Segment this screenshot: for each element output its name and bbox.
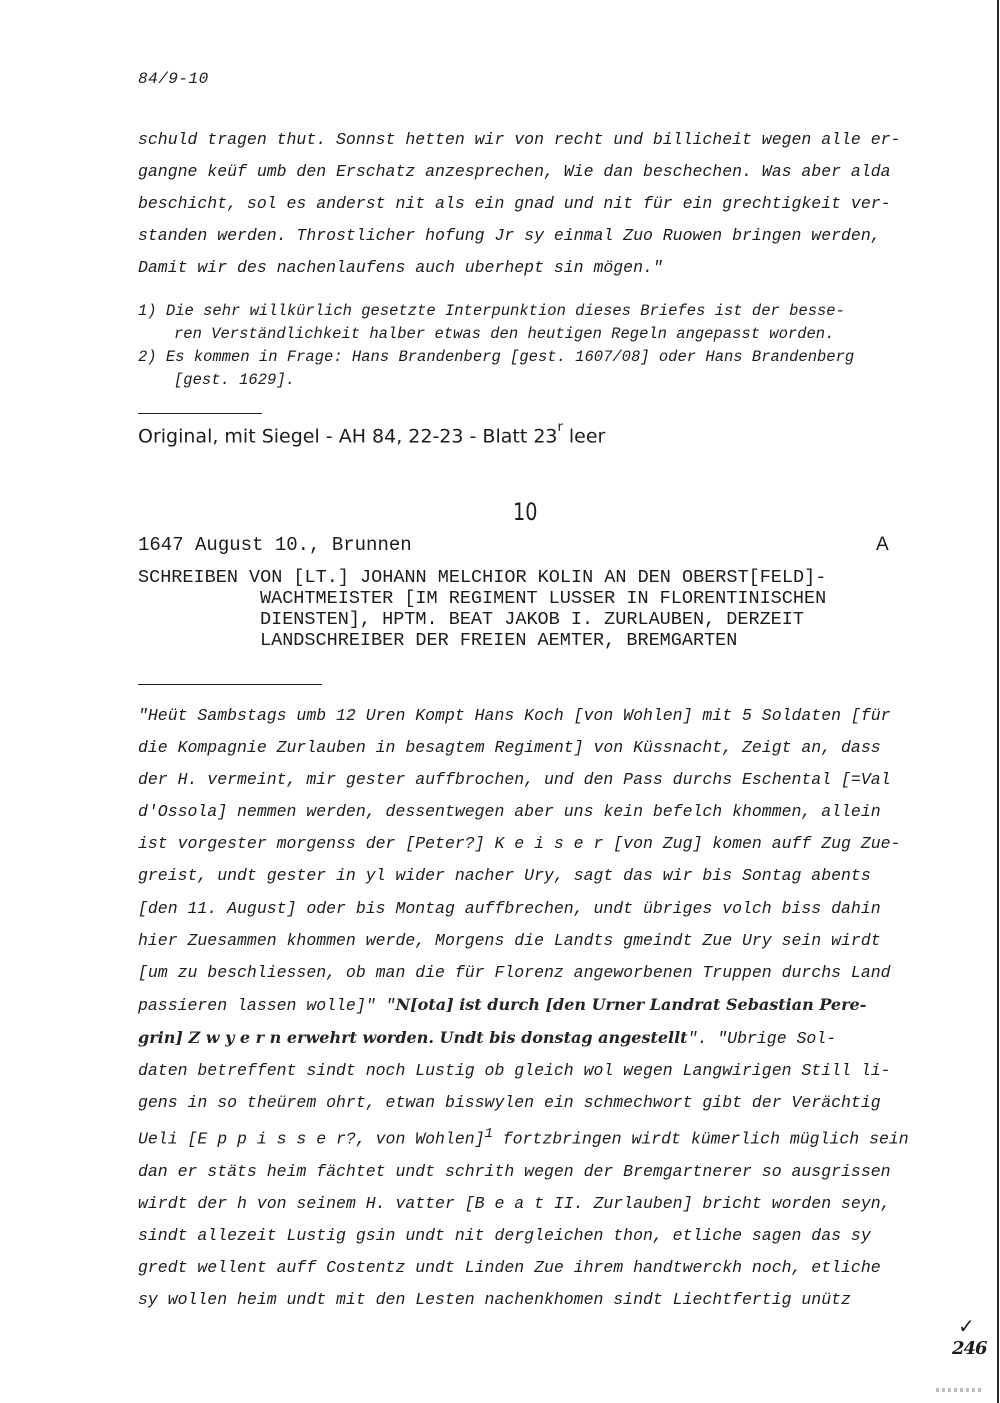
footnote-1-line: 1) Die sehr willkürlich gesetzte Interpunktion dieses Briefes ist der besse- [138, 302, 845, 320]
text-line: gredt wellent auff Costentz undt Linden Zue ihrem handtwerckh noch, etliche [138, 1258, 881, 1278]
text-line: "Heüt Sambstags umb 12 Uren Kompt Hans Koch [von Wohlen] mit 5 Soldaten [für [138, 706, 891, 725]
text-line [138, 989, 928, 1022]
text-line: ist vorgester morgenss der [Peter?] K e i s e r [von Zug] komen auff Zug Zue- [138, 834, 901, 854]
check-mark-icon: ✓ [958, 1314, 975, 1338]
separator-rule [138, 413, 262, 414]
footnote-2-line: 2) Es kommen in Frage: Hans Brandenberg [gest. 1607/08] oder Hans Brandenberg [138, 348, 855, 366]
text-line: dan er stäts heim fächtet undt schrith wegen der Bremgartnerer so ausgrissen [138, 1161, 891, 1181]
source-note-text: Original, mit Siegel - AH 84, 22-23 - Blatt 23 [138, 425, 558, 448]
text-line: wirdt der h von seinem H. vatter [B e a t II. Zurlauben] bricht worden seyn, [138, 1193, 891, 1213]
text-line: sy wollen heim undt mit den Lesten nachenkhomen sindt Liechtfertig unütz [138, 1290, 851, 1310]
heading-line: WACHTMEISTER [IM REGIMENT LUSSER IN FLORENTINISCHEN [260, 588, 827, 609]
letter-body [138, 700, 928, 1316]
text-line: greist, undt gester in yl wider nacher Ury, sagt das wir bis Sontag abents [138, 866, 871, 886]
text-line: Damit wir des nachenlaufens auch uberhept sin mögen." [138, 258, 663, 277]
document-heading [138, 567, 928, 651]
text-line: beschicht, sol es anderst nit als ein gnad und nit für ein grechtigkeit ver- [138, 194, 891, 213]
typed-text: fortzbringen wirdt kümerlich müglich sein [492, 1129, 909, 1149]
archive-page-number: 246 [952, 1338, 987, 1359]
page-edge [997, 0, 999, 1403]
typed-text: ". "Ubrige Sol- [687, 1028, 837, 1048]
top-paragraph [138, 124, 928, 284]
typed-text: Ueli [E p p i s s e r?, von Wohlen] [138, 1129, 485, 1149]
footnotes [138, 300, 938, 392]
text-line: der H. vermeint, mir gester auffbrochen, und den Pass durchs Eschental [=Val [138, 770, 891, 790]
text-line: sindt allezeit Lustig gsin undt nit dergleichen thon, etliche sagen das sy [138, 1226, 871, 1245]
source-note-tail: leer [562, 425, 606, 448]
date-place: 1647 August 10., Brunnen [138, 534, 412, 556]
source-note-sup: r [557, 420, 563, 435]
text-line: gangne keüf umb den Erschatz anzesprechen, Wie dan beschechen. Was aber alda [138, 162, 891, 181]
scan-smudge [936, 1388, 984, 1392]
text-line: hier Zuesammen khommen werde, Morgens die Landts gmeindt Zue Ury sein wirdt [138, 930, 881, 950]
text-line: d'Ossola] nemmen werden, dessentwegen aber uns kein befelch khommen, allein [138, 802, 881, 822]
folio-number: 84/9-10 [138, 70, 209, 88]
letter-code: A [876, 534, 889, 555]
handwritten-insert: N[ota] ist durch [den Urner Landrat Sebastian Pere- [395, 994, 867, 1014]
document-number: 10 [513, 498, 538, 526]
heading-line: LANDSCHREIBER DER FREIEN AEMTER, BREMGARTEN [260, 630, 738, 651]
text-line [138, 1022, 928, 1055]
text-line: [um zu beschliessen, ob man die für Florenz angeworbenen Truppen durchs Land [138, 962, 891, 982]
text-line: daten betreffent sindt noch Lustig ob gleich wol wegen Langwirigen Still li- [138, 1061, 891, 1081]
text-line: schuld tragen thut. Sonnst hetten wir von recht und billicheit wegen alle er- [138, 130, 901, 149]
heading-line: DIENSTEN], HPTM. BEAT JAKOB I. ZURLAUBEN, DERZEIT [260, 609, 804, 630]
text-line: [den 11. August] oder bis Montag auffbrechen, undt übriges volch biss dahin [138, 898, 881, 918]
heading-line: SCHREIBEN VON [LT.] JOHANN MELCHIOR KOLIN AN DEN OBERST[FELD]- [138, 567, 827, 588]
footnote-marker: 1 [484, 1127, 493, 1143]
footnote-2-line: [gest. 1629]. [174, 371, 295, 389]
text-line: gens in so theürem ohrt, etwan bisswylen ein schmechwort gibt der Verächtig [138, 1093, 881, 1113]
separator-rule [138, 684, 322, 685]
footnote-1-line: ren Verständlichkeit halber etwas den heutigen Regeln angepasst worden. [174, 325, 835, 343]
typed-text: passieren lassen wolle]" " [138, 995, 396, 1015]
text-line [138, 1119, 928, 1156]
handwritten-insert: grin] Z w y e r n erwehrt worden. Undt bis donstag angestellt [138, 1027, 688, 1047]
source-note [138, 420, 606, 448]
text-line: die Kompagnie Zurlauben in besagtem Regiment] von Küssnacht, Zeigt an, dass [138, 738, 881, 758]
text-line: standen werden. Throstlicher hofung Jr sy einmal Zuo Ruowen bringen werden, [138, 226, 881, 245]
